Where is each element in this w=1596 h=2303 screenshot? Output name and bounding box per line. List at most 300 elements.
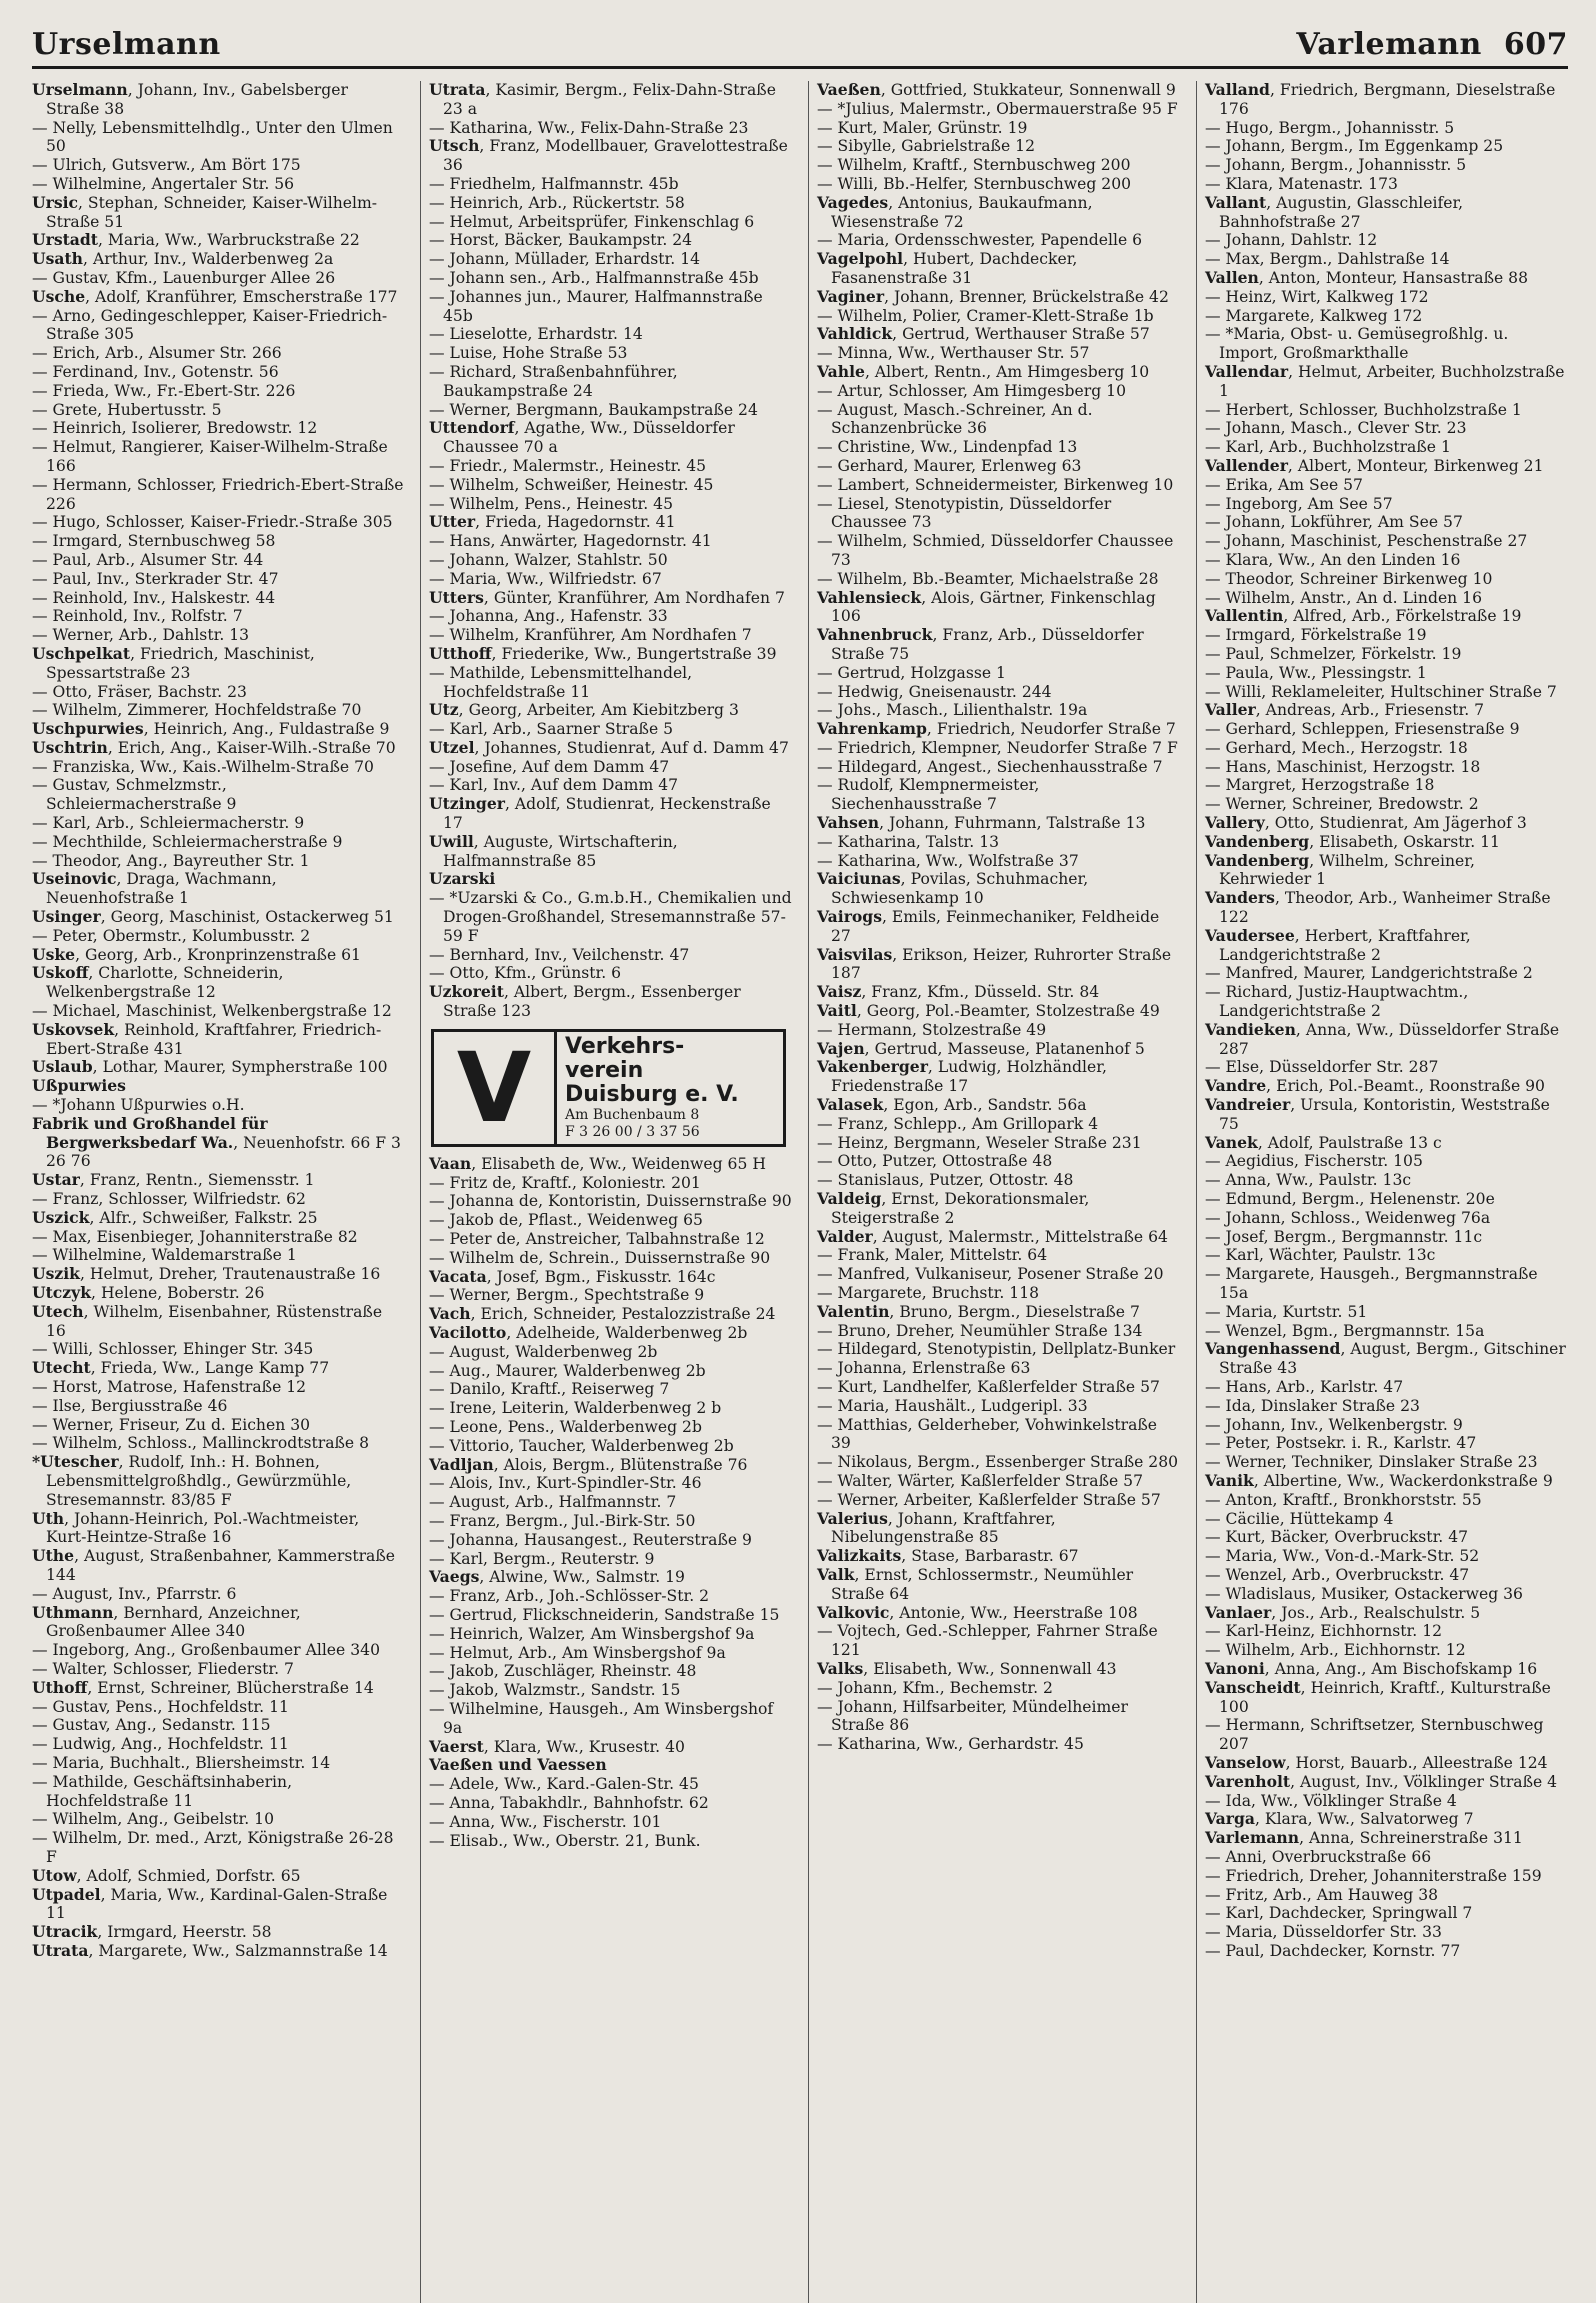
directory-entry: Vanek, Adolf, Paulstraße 13 c [1205,1132,1442,1152]
directory-entry: — Kurt, Bäcker, Overbruckstr. 47 [1205,1528,1469,1547]
directory-entry: — Else, Düsseldorfer Str. 287 [1205,1058,1439,1077]
directory-entry: — Paul, Arb., Alsumer Str. 44 [32,550,264,569]
directory-entry: Vangenhassend, August, Bergm., Gitschiner Straße 43 [1205,1339,1566,1378]
directory-entry: Utzinger, Adolf, Studienrat, Heckenstraße 17 [429,794,771,833]
directory-entry: — Gerhard, Schleppen, Friesenstraße 9 [1205,720,1520,739]
page-header [32,18,1568,69]
directory-entry: — Johanna, Hausangest., Reuterstraße 9 [429,1530,752,1549]
directory-entry: — Wilhelm, Bb.-Beamter, Michaelstraße 28 [817,569,1159,588]
header-first-name: Urselmann [32,27,221,62]
directory-entry: — Johann, Müllader, Erhardstr. 14 [429,250,701,269]
directory-entry: Vanik, Albertine, Ww., Wackerdonkstraße 9 [1205,1470,1553,1490]
directory-entry: Uschtrin, Erich, Ang., Kaiser-Wilh.-Straße 70 [32,737,396,757]
directory-entry: — Gertrud, Flickschneiderin, Sandstraße 15 [429,1605,780,1624]
directory-entry: — Hugo, Schlosser, Kaiser-Friedr.-Straße 305 [32,513,393,532]
directory-entry: — Karl-Heinz, Eichhornstr. 12 [1205,1622,1443,1641]
directory-entry: — Johann, Bergm., Johannisstr. 5 [1205,156,1467,175]
directory-entry: Utzel, Johannes, Studienrat, Auf d. Damm 47 [429,737,789,757]
directory-entry: — Manfred, Maurer, Landgerichtstraße 2 [1205,964,1533,983]
directory-entry: — Walter, Wärter, Kaßlerfelder Straße 57 [817,1471,1144,1490]
directory-entry: Vach, Erich, Schneider, Pestalozzistraße 24 [429,1304,776,1324]
directory-entry: — Karl, Dachdecker, Springwall 7 [1205,1904,1473,1923]
directory-entry: — *Maria, Obst- u. Gemüsegroßhlg. u. Import, Großmarkthalle [1205,325,1509,363]
directory-entry: — Friedrich, Dreher, Johanniterstraße 159 [1205,1866,1542,1885]
directory-entry: — Frank, Maler, Mittelstr. 64 [817,1246,1048,1265]
directory-entry: — Johs., Masch., Lilienthalstr. 19a [817,701,1088,720]
directory-entry: — Maria, Ww., Wilfriedstr. 67 [429,569,662,588]
directory-entry: Useinovic, Draga, Wachmann, Neuenhofstraße 1 [32,869,277,908]
directory-entry: — Minna, Ww., Werthauser Str. 57 [817,344,1090,363]
directory-entry: Valland, Friedrich, Bergmann, Dieselstraße 176 [1205,81,1556,118]
directory-entry: — Fritz de, Kraftf., Koloniestr. 201 [429,1173,701,1192]
directory-entry: — Erika, Am See 57 [1205,475,1363,494]
directory-entry: — August, Inv., Pfarrstr. 6 [32,1584,237,1603]
directory-entry: — Friedhelm, Halfmannstr. 45b [429,174,679,193]
directory-entry: — Vittorio, Taucher, Walderbenweg 2b [429,1436,734,1455]
directory-entry: — Wilhelm, Anstr., An d. Linden 16 [1205,588,1483,607]
directory-entry: Uth, Johann-Heinrich, Pol.-Wachtmeister, Kurt-Heintze-Straße 16 [32,1508,360,1547]
directory-entry: Vaeßen, Gottfried, Stukkateur, Sonnenwall 9 [817,81,1176,99]
directory-entry: — Katharina, Ww., Felix-Dahn-Straße 23 [429,118,749,137]
directory-entry: — Hans, Anwärter, Hagedornstr. 41 [429,532,712,551]
directory-entry: Uske, Georg, Arb., Kronprinzenstraße 61 [32,944,361,964]
directory-entry: Valentin, Bruno, Bergm., Dieselstraße 7 [817,1301,1140,1321]
directory-entry: — Heinz, Bergmann, Weseler Straße 231 [817,1133,1142,1152]
directory-entry: — Reinhold, Inv., Rolfstr. 7 [32,607,243,626]
directory-entry: — Danilo, Kraftf., Reiserweg 7 [429,1380,670,1399]
directory-entry: Usche, Adolf, Kranführer, Emscherstraße 177 [32,286,398,306]
directory-entry: — Lambert, Schneidermeister, Birkenweg 10 [817,475,1174,494]
directory-entry: — Anna, Tabakhdlr., Bahnhofstr. 62 [429,1793,709,1812]
directory-entry: — Luise, Hohe Straße 53 [429,344,628,363]
directory-entry: — Franz, Arb., Joh.-Schlösser-Str. 2 [429,1587,710,1606]
directory-entry: Vallender, Albert, Monteur, Birkenweg 21 [1205,455,1544,475]
directory-entry: — Maria, Buchhalt., Bliersheimstr. 14 [32,1753,331,1772]
directory-entry: — Johanna, Erlenstraße 63 [817,1359,1031,1378]
directory-entry: Utsch, Franz, Modellbauer, Gravelottestraße 36 [429,136,788,175]
directory-entry: Vallendar, Helmut, Arbeiter, Buchholzstraße 1 [1205,361,1565,400]
directory-entry: — Johann, Kfm., Bechemstr. 2 [817,1678,1053,1697]
directory-entry: Vaegs, Alwine, Ww., Salmstr. 19 [429,1567,685,1587]
directory-entry: — Hermann, Stolzestraße 49 [817,1020,1047,1039]
directory-entry: — Rudolf, Klempnermeister, Siechenhausstraße 7 [817,776,1040,814]
directory-entry: Vaiciunas, Povilas, Schuhmacher, Schwiesenkamp 10 [817,869,1089,908]
directory-entry: — Fritz, Arb., Am Hauweg 38 [1205,1885,1439,1904]
directory-entry: — Willi, Schlosser, Ehinger Str. 345 [32,1340,314,1359]
directory-entry: — *Johann Ußpurwies o.H. [32,1096,245,1115]
directory-entry: — Friedr., Malermstr., Heinestr. 45 [429,456,707,475]
directory-entry: — Wilhelm, Dr. med., Arzt, Königstraße 26-28 F [32,1829,394,1866]
directory-entry: — Heinrich, Arb., Rückertstr. 58 [429,193,685,212]
directory-entry: — Wilhelm, Polier, Cramer-Klett-Straße 1b [817,306,1154,325]
directory-entry: Vahldick, Gertrud, Werthauser Straße 57 [817,324,1150,344]
ad-phone: F 3 26 00 / 3 37 56 [565,1123,700,1140]
directory-entry: — Hans, Arb., Karlstr. 47 [1205,1377,1404,1396]
directory-entry: — Wenzel, Arb., Overbruckstr. 47 [1205,1565,1470,1584]
directory-entry: — Otto, Fräser, Bachstr. 23 [32,682,247,701]
directory-entry: — Matthias, Gelderheber, Vohwinkelstraße 39 [817,1415,1158,1453]
directory-entry: Utz, Georg, Arbeiter, Am Kiebitzberg 3 [429,700,739,720]
directory-entry: Vandreier, Ursula, Kontoristin, Weststraße 75 [1205,1095,1550,1133]
directory-entry: — Anna, Ww., Paulstr. 13c [1205,1171,1412,1190]
ad-text-block [557,1032,783,1144]
directory-entry: — *Uzarski & Co., G.m.b.H., Chemikalien und Drogen-Großhandel, Stresemannstraße 57-59 F [429,889,792,945]
directory-entry: Uschpurwies, Heinrich, Ang., Fuldastraße 9 [32,719,390,739]
directory-entry: — Johann, Masch., Clever Str. 23 [1205,419,1467,438]
directory-entry: — Ingeborg, Am See 57 [1205,494,1393,513]
directory-entry: — Hans, Maschinist, Herzogstr. 18 [1205,757,1481,776]
header-right [1274,27,1568,62]
directory-entry: — Werner, Techniker, Dinslaker Straße 23 [1205,1453,1538,1472]
directory-entry: Vagelpohl, Hubert, Dachdecker, Fasanenstraße 31 [817,249,1078,287]
directory-entry: — Nelly, Lebensmittelhdlg., Unter den Ulmen 50 [32,118,393,156]
directory-entry: — Johann, Bergm., Im Eggenkamp 25 [1205,137,1504,156]
directory-entry: Utter, Frieda, Hagedornstr. 41 [429,512,676,532]
directory-entry: — Edmund, Bergm., Helenenstr. 20e [1205,1190,1495,1209]
directory-entry: Vaisz, Franz, Kfm., Düsseld. Str. 84 [817,982,1100,1002]
directory-entry: Vaan, Elisabeth de, Ww., Weidenweg 65 H [429,1153,766,1173]
directory-entry: — Katharina, Ww., Wolfstraße 37 [817,851,1079,870]
directory-entry: — Arno, Gedingeschlepper, Kaiser-Friedrich-Straße 305 [32,306,388,344]
directory-entry: — Paul, Dachdecker, Kornstr. 77 [1205,1941,1461,1960]
directory-entry: — Gerhard, Mech., Herzogstr. 18 [1205,738,1468,757]
directory-entry: Utow, Adolf, Schmied, Dorfstr. 65 [32,1865,301,1885]
directory-entry: Vahsen, Johann, Fuhrmann, Talstraße 13 [817,813,1146,833]
directory-entry: — Willi, Bb.-Helfer, Sternbuschweg 200 [817,174,1132,193]
directory-entry: — Peter, Postsekr. i. R., Karlstr. 47 [1205,1434,1477,1453]
directory-columns [32,81,1568,2303]
directory-entry: Uszik, Helmut, Dreher, Trautenaustraße 16 [32,1264,381,1284]
directory-entry: Vanoni, Anna, Ang., Am Bischofskamp 16 [1205,1658,1538,1678]
column-2 [420,81,792,2303]
directory-entry: — Wilhelmine, Hausgeh., Am Winsbergshof 9a [429,1699,774,1737]
directory-entry: — Ida, Dinslaker Straße 23 [1205,1396,1420,1415]
directory-entry: Valkovic, Antonie, Ww., Heerstraße 108 [817,1602,1138,1622]
directory-entry: Valks, Elisabeth, Ww., Sonnenwall 43 [817,1658,1117,1678]
directory-entry: — Anton, Kraftf., Bronkhorststr. 55 [1205,1490,1482,1509]
directory-entry: Vanscheidt, Heinrich, Kraftf., Kulturstraße 100 [1205,1677,1551,1716]
directory-entry: — Gustav, Kfm., Lauenburger Allee 26 [32,268,336,287]
directory-entry: — Max, Eisenbieger, Johanniterstraße 82 [32,1227,358,1246]
directory-entry: Uskoff, Charlotte, Schneiderin, Welkenbergstraße 12 [32,963,284,1002]
directory-entry: — Leone, Pens., Walderbenweg 2b [429,1418,702,1436]
directory-entry: — Johann, Schloss., Weidenweg 76a [1205,1208,1491,1227]
directory-entry: — Gustav, Schmelzmstr., Schleiermacherstraße 9 [32,776,237,814]
directory-entry: — Otto, Kfm., Grünstr. 6 [429,964,622,983]
directory-entry: Utthoff, Friederike, Ww., Bungertstraße 39 [429,643,777,663]
directory-entry: Uszick, Alfr., Schweißer, Falkstr. 25 [32,1207,318,1227]
directory-entry: Uwill, Auguste, Wirtschafterin, Halfmannstraße 85 [429,831,678,870]
ad-line-1: Verkehrs- [565,1033,685,1059]
directory-entry: — Alois, Inv., Kurt-Spindler-Str. 46 [429,1474,702,1493]
column-3 [808,81,1180,2303]
directory-entry: — Margret, Herzogstraße 18 [1205,776,1435,795]
directory-entry: Vahle, Albert, Rentn., Am Himgesberg 10 [817,361,1150,381]
directory-entry: Vaerst, Klara, Ww., Krusestr. 40 [429,1736,685,1756]
directory-entry: — Ulrich, Gutsverw., Am Bört 175 [32,156,301,175]
directory-entry: Uthmann, Bernhard, Anzeichner, Großenbaumer Allee 340 [32,1602,301,1641]
directory-entry: — Wilhelmine, Angertaler Str. 56 [32,174,295,193]
directory-entry: — Katharina, Ww., Gerhardstr. 45 [817,1735,1084,1754]
directory-entry: — Jakob de, Pflast., Weidenweg 65 [429,1211,703,1230]
directory-entry: — Johanna de, Kontoristin, Duissernstraße 90 [429,1192,792,1211]
directory-entry: — Horst, Matrose, Hafenstraße 12 [32,1377,307,1396]
directory-entry: — Margarete, Bruchstr. 118 [817,1284,1040,1302]
directory-entry: Ursic, Stephan, Schneider, Kaiser-Wilhelm-Straße 51 [32,192,378,231]
directory-entry: — Johannes jun., Maurer, Halfmannstraße 45b [429,287,763,325]
directory-entry: — Wilhelm, Kranführer, Am Nordhafen 7 [429,626,752,645]
directory-entry: Vagedes, Antonius, Baukaufmann, Wiesenstraße 72 [817,192,1093,231]
directory-entry: — Wilhelm de, Schrein., Duissernstraße 90 [429,1248,771,1267]
directory-entry: Urstadt, Maria, Ww., Warbruckstraße 22 [32,230,360,250]
directory-entry: — Heinz, Wirt, Kalkweg 172 [1205,287,1429,306]
directory-entry: — Artur, Schlosser, Am Himgesberg 10 [817,381,1126,400]
directory-entry: — Kurt, Maler, Grünstr. 19 [817,118,1028,137]
directory-entry: Vaudersee, Herbert, Kraftfahrer, Landgerichtstraße 2 [1205,925,1471,964]
directory-entry: — August, Masch.-Schreiner, An d. Schanzenbrücke 36 [817,400,1093,438]
directory-entry: — Bernhard, Inv., Veilchenstr. 47 [429,945,690,964]
directory-entry: — Klara, Ww., An den Linden 16 [1205,550,1461,569]
directory-entry: — Friedrich, Klempner, Neudorfer Straße 7 F [817,738,1178,757]
directory-entry: — Theodor, Ang., Bayreuther Str. 1 [32,851,310,870]
directory-entry: — Wilhelm, Pens., Heinestr. 45 [429,494,674,513]
directory-entry: — Maria, Ordensschwester, Papendelle 6 [817,231,1143,250]
directory-entry: — Karl, Arb., Buchholzstraße 1 [1205,438,1451,457]
directory-entry: — Johann, Inv., Welkenbergstr. 9 [1205,1415,1463,1434]
directory-entry: — Erich, Arb., Alsumer Str. 266 [32,344,282,363]
directory-entry: — Hildegard, Angest., Siechenhausstraße 7 [817,757,1163,776]
directory-entry: — Helmut, Arb., Am Winsbergshof 9a [429,1643,726,1662]
directory-entry: Vallant, Augustin, Glasschleifer, Bahnhofstraße 27 [1205,192,1464,231]
directory-entry: — Bruno, Dreher, Neumühler Straße 134 [817,1321,1143,1340]
directory-entry: Utracik, Irmgard, Heerstr. 58 [32,1922,272,1942]
directory-entry: — Heinrich, Isolierer, Bredowstr. 12 [32,419,318,438]
directory-entry: Uthe, August, Straßenbahner, Kammerstraße 144 [32,1546,395,1584]
directory-entry: Vandre, Erich, Pol.-Beamt., Roonstraße 90 [1205,1076,1545,1096]
directory-entry: — Willi, Reklameleiter, Hultschiner Straße 7 [1205,682,1557,701]
directory-entry: — Paula, Ww., Plessingstr. 1 [1205,663,1427,682]
directory-entry: — Johann, Dahlstr. 12 [1205,231,1378,250]
ad-line-2: verein [565,1057,644,1083]
directory-entry: — Johann, Lokführer, Am See 57 [1205,513,1463,532]
directory-entry: — *Julius, Malermstr., Obermauerstraße 95 F [817,99,1178,118]
directory-entry: — Wenzel, Bgm., Bergmannstr. 15a [1205,1321,1485,1340]
directory-entry: — Mathilde, Geschäftsinhaberin, Hochfeldstraße 11 [32,1772,293,1810]
directory-entry: — Johann sen., Arb., Halfmannstraße 45b [429,268,759,287]
directory-entry: — Richard, Straßenbahnführer, Baukampstraße 24 [429,362,678,400]
directory-entry: Vanders, Theodor, Arb., Wanheimer Straße 122 [1205,888,1551,927]
directory-entry: — Hermann, Schlosser, Friedrich-Ebert-Straße 226 [32,475,404,513]
directory-entry: — Sibylle, Gabrielstraße 12 [817,137,1035,156]
directory-entry: — Walter, Schlosser, Fliederstr. 7 [32,1659,294,1678]
directory-entry: — Klara, Matenastr. 173 [1205,174,1398,193]
page-number: 607 [1503,27,1568,62]
directory-entry: Vajen, Gertrud, Masseuse, Platanenhof 5 [817,1038,1145,1058]
directory-entry: — Liesel, Stenotypistin, Düsseldorfer Chaussee 73 [817,494,1112,532]
column-4 [1196,81,1568,2303]
directory-entry: Urselmann, Johann, Inv., Gabelsberger Straße 38 [32,81,348,118]
directory-entry: — Gustav, Ang., Sedanstr. 115 [32,1716,271,1735]
directory-entry: — Wilhelmine, Waldemarstraße 1 [32,1246,297,1265]
directory-entry: Fabrik und Großhandel für Bergwerksbedarf Wa., Neuenhofstr. 66 F 3 26 76 [32,1113,401,1171]
directory-entry: Utecht, Frieda, Ww., Lange Kamp 77 [32,1358,330,1378]
directory-entry: — Karl, Arb., Saarner Straße 5 [429,720,674,739]
directory-entry: Vacilotto, Adelheide, Walderbenweg 2b [429,1323,748,1343]
directory-entry: — Maria, Ww., Von-d.-Mark-Str. 52 [1205,1547,1480,1566]
directory-entry: — Helmut, Arbeitsprüfer, Finkenschlag 6 [429,212,755,231]
directory-entry: — Wilhelm, Schmied, Düsseldorfer Chaussee 73 [817,532,1174,569]
directory-entry: Varlemann, Anna, Schreinerstraße 311 [1205,1828,1523,1848]
directory-entry: — Elisab., Ww., Oberstr. 21, Bunk. [429,1831,701,1850]
directory-entry: — Vojtech, Ged.-Schlepper, Fahrner Straße 121 [817,1622,1158,1660]
directory-entry: — Irmgard, Sternbuschweg 58 [32,532,276,551]
directory-entry: — Christine, Ww., Lindenpfad 13 [817,438,1078,457]
directory-entry: Ustar, Franz, Rentn., Siemensstr. 1 [32,1170,315,1190]
directory-entry: — Gerhard, Maurer, Erlenweg 63 [817,456,1082,475]
directory-entry: — Adele, Ww., Kard.-Galen-Str. 45 [429,1775,699,1794]
directory-entry: — Werner, Arb., Dahlstr. 13 [32,626,250,645]
directory-entry: Utczyk, Helene, Boberstr. 26 [32,1283,265,1302]
directory-entry: Vacata, Josef, Bgm., Fiskusstr. 164c [429,1266,716,1286]
directory-entry: — Grete, Hubertusstr. 5 [32,400,222,419]
directory-entry: — Michael, Maschinist, Welkenbergstraße 12 [32,1002,392,1021]
directory-entry: Valder, August, Malermstr., Mittelstraße 64 [817,1226,1168,1246]
directory-entry: — Otto, Putzer, Ottostraße 48 [817,1152,1053,1171]
directory-entry: — Helmut, Rangierer, Kaiser-Wilhelm-Straße 166 [32,438,388,475]
directory-entry: — Karl, Arb., Schleiermacherstr. 9 [32,814,305,833]
directory-entry: — Werner, Friseur, Zu d. Eichen 30 [32,1415,311,1434]
directory-entry: Ußpurwies [32,1076,126,1096]
directory-entry: Valizkaits, Stase, Barbarastr. 67 [817,1546,1079,1566]
directory-entry: — Lieselotte, Erhardstr. 14 [429,325,643,344]
directory-entry: Uthoff, Ernst, Schreiner, Blücherstraße 14 [32,1677,374,1697]
directory-entry: — Ida, Ww., Völklinger Straße 4 [1205,1791,1457,1810]
directory-entry: Utech, Wilhelm, Eisenbahner, Rüstenstraße 16 [32,1301,383,1340]
directory-entry: — Ludwig, Ang., Hochfeldstr. 11 [32,1735,289,1754]
directory-entry: Valler, Andreas, Arb., Friesenstr. 7 [1205,700,1485,720]
directory-entry: Uttendorf, Agathe, Ww., Düsseldorfer Chaussee 70 a [429,418,735,457]
directory-entry: — Gertrud, Holzgasse 1 [817,663,1006,682]
header-last-name: Varlemann [1296,27,1482,62]
directory-entry: Vallentin, Alfred, Arb., Förkelstraße 19 [1205,606,1522,626]
directory-entry: — Cäcilie, Hüttekamp 4 [1205,1509,1394,1528]
directory-entry: Vandenberg, Elisabeth, Oskarstr. 11 [1205,831,1500,851]
directory-entry: — Ilse, Bergiusstraße 46 [32,1396,228,1415]
directory-entry: — Heinrich, Walzer, Am Winsbergshof 9a [429,1624,755,1643]
ad-line-3: Duisburg e. V. [565,1081,739,1107]
directory-entry: — Maria, Kurtstr. 51 [1205,1302,1368,1321]
directory-entry: — Wilhelm, Schweißer, Heinestr. 45 [429,475,714,494]
directory-entry: — Werner, Schreiner, Bredowstr. 2 [1205,795,1479,814]
directory-entry: Valk, Ernst, Schlossermstr., Neumühler Straße 64 [817,1564,1134,1603]
directory-entry: — Anni, Overbruckstraße 66 [1205,1847,1432,1866]
directory-entry: Uzkoreit, Albert, Bergm., Essenberger Straße 123 [429,982,741,1021]
directory-entry: — Karl, Wächter, Paulstr. 13c [1205,1246,1436,1265]
directory-entry: Valerius, Johann, Kraftfahrer, Nibelungenstraße 85 [817,1508,1056,1547]
directory-entry: Usinger, Georg, Maschinist, Ostackerweg 51 [32,907,394,927]
directory-entry: — Jakob, Zuschläger, Rheinstr. 48 [429,1662,697,1681]
directory-entry: — Franz, Schlosser, Wilfriedstr. 62 [32,1190,306,1209]
directory-entry: — Franz, Schlepp., Am Grillopark 4 [817,1114,1099,1133]
directory-entry: — Josefine, Auf dem Damm 47 [429,757,670,776]
directory-entry: — Werner, Arbeiter, Kaßlerfelder Straße 57 [817,1490,1161,1509]
directory-entry: Utrata, Kasimir, Bergm., Felix-Dahn-Straße 23 a [429,81,776,118]
directory-entry: — Paul, Schmelzer, Förkelstr. 19 [1205,644,1462,663]
ad-logo-letter: V [434,1032,557,1144]
directory-entry: Utrata, Margarete, Ww., Salzmannstraße 14 [32,1940,388,1960]
directory-entry: — Mathilde, Lebensmittelhandel, Hochfeldstraße 11 [429,663,693,701]
directory-entry: — Wilhelm, Zimmerer, Hochfeldstraße 70 [32,701,362,720]
directory-entry: — Franziska, Ww., Kais.-Wilhelm-Straße 70 [32,757,374,776]
directory-entry: — Wilhelm, Schloss., Mallinckrodtstraße 8 [32,1434,370,1453]
directory-entry: — Jakob, Walzmstr., Sandstr. 15 [429,1681,681,1700]
directory-entry: — Margarete, Hausgeh., Bergmannstraße 15a [1205,1265,1538,1302]
directory-entry: Vahlensieck, Alois, Gärtner, Finkenschlag 106 [817,587,1156,626]
directory-entry: Vandenberg, Wilhelm, Schreiner, Kehrwieder 1 [1205,850,1475,889]
directory-entry: — Johann, Walzer, Stahlstr. 50 [429,550,668,569]
directory-entry: Uschpelkat, Friedrich, Maschinist, Spessartstraße 23 [32,643,315,682]
ad-address: Am Buchenbaum 8 [565,1106,700,1123]
directory-entry: — Ingeborg, Ang., Großenbaumer Allee 340 [32,1641,380,1660]
directory-entry: Vaginer, Johann, Brenner, Brückelstraße 42 [817,286,1169,306]
directory-entry: Vallery, Otto, Studienrat, Am Jägerhof 3 [1205,813,1527,833]
directory-entry: Vakenberger, Ludwig, Holzhändler, Friedenstraße 17 [817,1057,1107,1096]
directory-entry: Usath, Arthur, Inv., Walderbenweg 2a [32,249,334,269]
directory-entry: Valdeig, Ernst, Dekorationsmaler, Steigerstraße 2 [817,1189,1090,1227]
directory-entry: Vanlaer, Jos., Arb., Realschulstr. 5 [1205,1602,1481,1622]
directory-entry: Vandieken, Anna, Ww., Düsseldorfer Straße 287 [1205,1019,1560,1058]
directory-entry: Valasek, Egon, Arb., Sandstr. 56a [817,1095,1087,1115]
directory-entry: — Reinhold, Inv., Halskestr. 44 [32,588,276,607]
directory-entry: — Nikolaus, Bergm., Essenberger Straße 280 [817,1453,1179,1472]
directory-entry: — Margarete, Kalkweg 172 [1205,306,1423,325]
directory-entry: — Kurt, Landhelfer, Kaßlerfelder Straße 57 [817,1377,1160,1396]
directory-entry: Vadljan, Alois, Bergm., Blütenstraße 76 [429,1454,748,1474]
directory-entry: Varenholt, August, Inv., Völklinger Straße 4 [1205,1771,1558,1791]
directory-entry: — Karl, Bergm., Reuterstr. 9 [429,1549,655,1568]
directory-entry: — Johann, Hilfsarbeiter, Mündelheimer Straße 86 [817,1697,1128,1735]
directory-entry: Utters, Günter, Kranführer, Am Nordhafen 7 [429,587,785,607]
directory-entry: Vahnenbruck, Franz, Arb., Düsseldorfer Straße 75 [817,625,1144,663]
directory-entry: — Josef, Bergm., Bergmannstr. 11c [1205,1227,1483,1246]
directory-entry: Utpadel, Maria, Ww., Kardinal-Galen-Straße 11 [32,1884,388,1923]
directory-entry: Vaeßen und Vaessen [429,1755,607,1775]
directory-entry: — Hugo, Bergm., Johannisstr. 5 [1205,118,1455,137]
directory-entry: — Wilhelm, Arb., Eichhornstr. 12 [1205,1641,1466,1660]
directory-entry: — Manfred, Vulkaniseur, Posener Straße 20 [817,1265,1164,1284]
directory-entry: — Hildegard, Stenotypistin, Dellplatz-Bunker [817,1340,1176,1359]
directory-entry: — Horst, Bäcker, Baukampstr. 24 [429,231,693,250]
directory-entry: — August, Walderbenweg 2b [429,1342,658,1361]
directory-entry: Uslaub, Lothar, Maurer, Sympherstraße 100 [32,1057,388,1077]
directory-entry: Vallen, Anton, Monteur, Hansastraße 88 [1205,267,1529,287]
directory-entry: — Aegidius, Fischerstr. 105 [1205,1152,1423,1171]
directory-entry: — Wilhelm, Kraftf., Sternbuschweg 200 [817,156,1131,175]
directory-entry: *Utescher, Rudolf, Inh.: H. Bohnen, Lebensmittelgroßhdlg., Gewürzmühle, Stresemannstr. 83/85 F [32,1452,352,1509]
directory-entry: Vanselow, Horst, Bauarb., Alleestraße 124 [1205,1752,1548,1772]
directory-entry: — Max, Bergm., Dahlstraße 14 [1205,250,1450,269]
directory-entry: — Wilhelm, Ang., Geibelstr. 10 [32,1810,275,1829]
directory-entry: Uzarski [429,869,496,889]
directory-entry: — Frieda, Ww., Fr.-Ebert-Str. 226 [32,381,296,400]
directory-entry: — Maria, Haushält., Ludgeripl. 33 [817,1396,1088,1415]
directory-entry: — Johann, Maschinist, Peschenstraße 27 [1205,532,1528,551]
directory-entry: — Werner, Bergm., Spechtstraße 9 [429,1286,705,1305]
directory-entry: — Peter de, Anstreicher, Talbahnstraße 12 [429,1230,765,1249]
directory-entry: — Irene, Leiterin, Walderbenweg 2 b [429,1399,722,1418]
directory-entry: — Stanislaus, Putzer, Ottostr. 48 [817,1171,1074,1190]
directory-entry: — Mechthilde, Schleiermacherstraße 9 [32,832,343,851]
